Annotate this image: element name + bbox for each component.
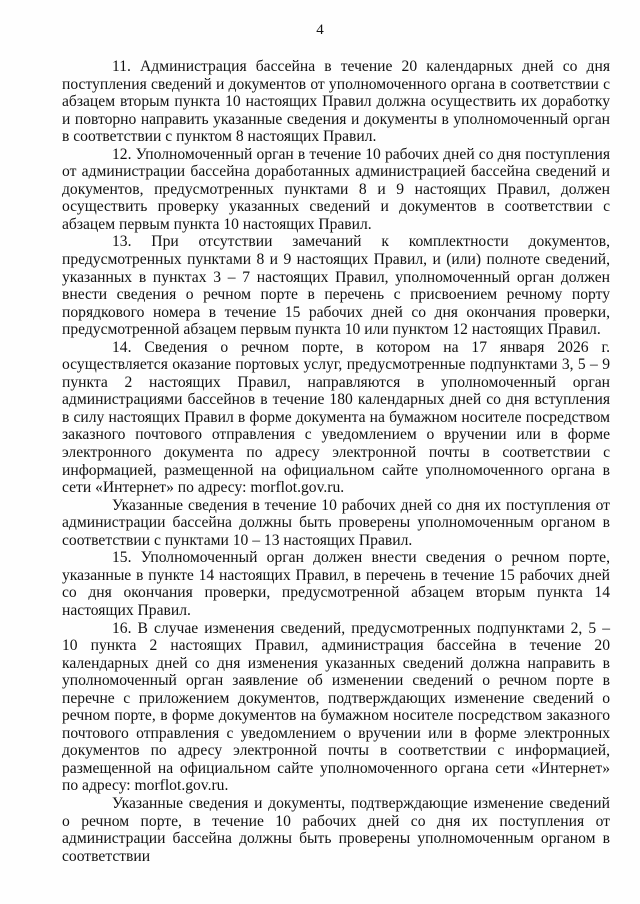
paragraph-16-part-2: Указанные сведения и документы, подтверждающие изменение сведений о речном порте, в течение 10 рабочих дней со дня их поступления от администрации бассейна должны быть проверены уполномоченным органом в соответствии	[62, 794, 610, 865]
paragraph-11: 11. Администрация бассейна в течение 20 календарных дней со дня поступления сведений и документов от уполномоченного органа в соответствии с абзацем вторым пункта 10 настоящих Правил должна осуществить их доработку и повторно направить указанные сведения и документы в уполномоченный орган в соответствии с пунктом 8 настоящих Правил.	[62, 58, 610, 146]
paragraph-12: 12. Уполномоченный орган в течение 10 рабочих дней со дня поступления от администрации бассейна доработанных администрацией бассейна сведений и документов, предусмотренных пунктами 8 и 9 настоящих Правил, должен осуществить проверку указанных сведений и документов в соответствии с абзацем первым пункта 10 настоящих Правил.	[62, 145, 610, 233]
paragraph-14: 14. Сведения о речном порте, в котором на 17 января 2026 г. осуществляется оказание портовых услуг, предусмотренные подпунктами 3, 5 – 9 пункта 2 настоящих Правил, направляются в уполномоченный орган администрациями бассейнов в течение 180 календарных дней со дня вступления в силу настоящих Правил в форме документа на бумажном носителе посредством заказного почтового отправления с уведомлением о вручении или в форме электронного документа по адресу электронной почты в соответствии с информацией, размещенной на официальном сайте уполномоченного органа в сети «Интернет» по адресу: morflot.gov.ru.	[62, 338, 610, 497]
paragraph-16: 16. В случае изменения сведений, предусмотренных подпунктами 2, 5 – 10 пункта 2 настоящих Правил, администрация бассейна в течение 20 календарных дней со дня изменения указанных сведений должна направить в уполномоченный орган заявление об изменении сведений о речном порте в перечне с приложением документов, подтверждающих изменение сведений о речном порте, в форме документов на бумажном носителе посредством заказного почтового отправления с уведомлением о вручении или в форме электронных документов по адресу электронной почты в соответствии с информацией, размещенной на официальном сайте уполномоченного органа сети «Интернет» по адресу: morflot.gov.ru.	[62, 619, 610, 795]
paragraph-13: 13. При отсутствии замечаний к комплектности документов, предусмотренных пунктами 8 и 9 настоящих Правил, и (или) полноте сведений, указанных в пунктах 3 – 7 настоящих Правил, уполномоченный орган должен внести сведения о речном порте в перечень с присвоением речному порту порядкового номера в течение 15 рабочих дней со дня окончания проверки, предусмотренной абзацем первым пункта 10 или пунктом 12 настоящих Правил.	[62, 233, 610, 339]
paragraph-15: 15. Уполномоченный орган должен внести сведения о речном порте, указанные в пункте 14 настоящих Правил, в перечень в течение 15 рабочих дней со дня окончания проверки, предусмотренной абзацем вторым пункта 14 настоящих Правил.	[62, 549, 610, 619]
paragraph-14-part-2: Указанные сведения в течение 10 рабочих дней со дня их поступления от администрации бассейна должны быть проверены уполномоченным органом в соответствии с пунктами 10 – 13 настоящих Правил.	[62, 496, 610, 549]
page-number: 4	[316, 22, 324, 38]
document-body	[62, 58, 610, 865]
